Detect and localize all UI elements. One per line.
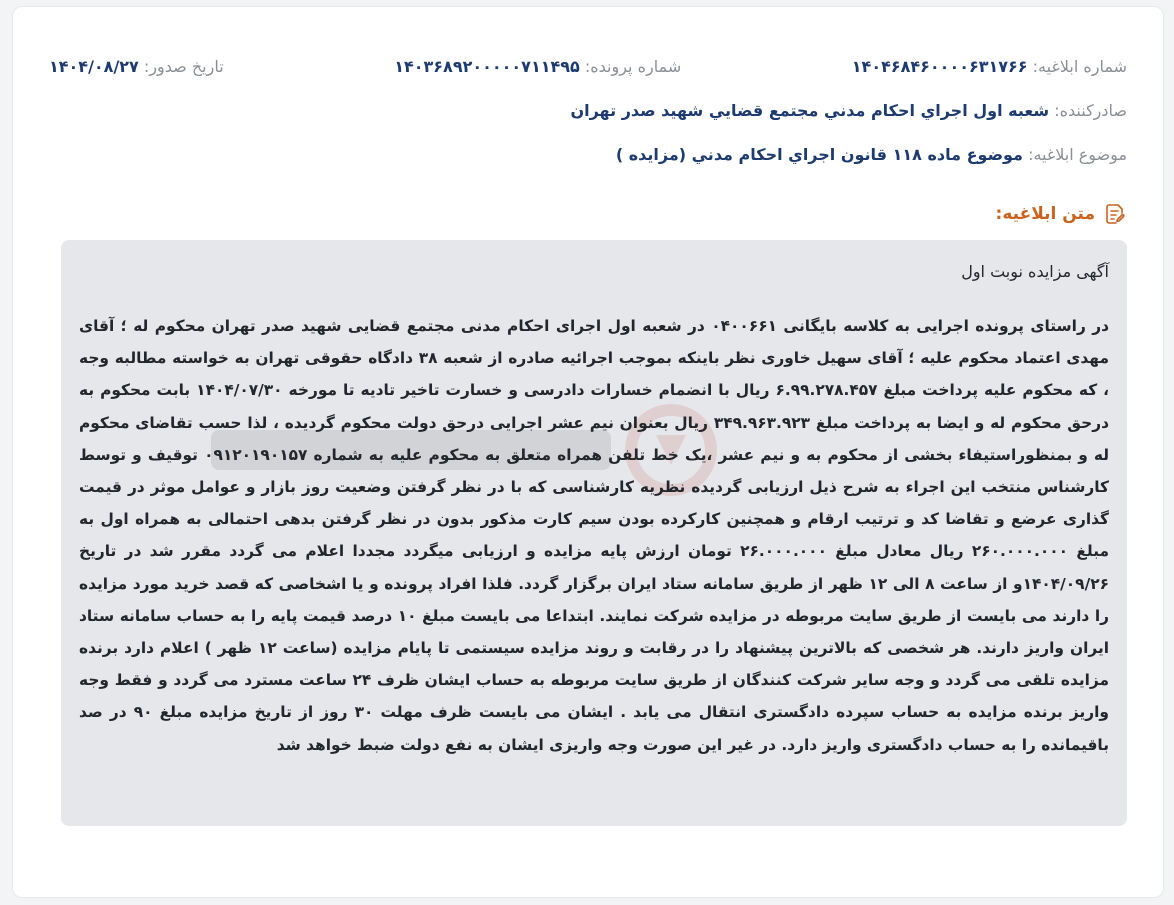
case-number xyxy=(394,57,681,76)
case-number-value: ۱۴۰۳۶۸۹۲۰۰۰۰۰۷۱۱۴۹۵ xyxy=(394,57,580,76)
notice-number xyxy=(852,57,1127,76)
issue-date-label: تاريخ صدور: xyxy=(143,57,224,76)
subject-row xyxy=(49,145,1127,164)
section-title-text: متن ابلاغيه: xyxy=(995,204,1095,224)
notice-card xyxy=(12,6,1164,898)
notice-number-label: شماره ابلاغيه: xyxy=(1032,57,1127,76)
issuer-row xyxy=(49,101,1127,120)
document-edit-icon xyxy=(1103,202,1127,226)
issuer-label: صادرکننده: xyxy=(1054,101,1127,120)
announcement-box xyxy=(61,240,1127,826)
subject-value: موضوع ماده ۱۱۸ قانون اجراي احکام مدني (مزايده ) xyxy=(615,145,1023,164)
notice-number-value: ۱۴۰۴۶۸۴۶۰۰۰۰۶۳۱۷۶۶ xyxy=(851,57,1028,76)
subject-label: موضوع ابلاغيه: xyxy=(1028,145,1127,164)
announcement-title: آگهی مزایده نوبت اول xyxy=(961,262,1109,281)
issue-date xyxy=(49,57,224,76)
section-heading xyxy=(996,202,1127,226)
issue-date-value: ۱۴۰۴/۰۸/۲۷ xyxy=(49,57,139,76)
announcement-body: در راستای پرونده اجرایی به کلاسه بایگانی ۰۴۰۰۶۶۱ در شعبه اول اجرای احکام مدنی مجتمع قضایی شهید صدر تهران محکوم له ؛ آقای مهدی اعتماد محکوم علیه ؛ آقای سهیل خاوری نظر باینکه بموجب اجرائیه صادره از شعبه ۳۸ دادگاه حقوقی تهران به خواسته مطالبه وجه ، که محکوم علیه پرداخت مبلغ ۶.۹۹.۲۷۸.۴۵۷ ریال با انضمام خسارات دادرسی و خسارت تاخیر تادیه تا مورخه ۱۴۰۴/۰۷/۳۰ بابت محکوم به درحق محکوم له و ایضا به پرداخت مبلغ ۳۴۹.۹۶۳.۹۲۳ ریال بعنوان نیم عشر اجرایی درحق دولت محکوم گردیده ، لذا حسب تقاضای محکوم له و بمنظوراستیفاء بخشی از محکوم به و نیم عشر ،یک خط تلفن همراه متعلق به محکوم علیه به شماره ۰۹۱۲۰۱۹۰۱۵۷ توقیف و توسط کارشناس منتخب این اجراء به شرح ذیل ارزیابی گردیده نظریه کارشناسی که با در نظر گرفتن وضعیت روز بازار و عوامل موثر در قیمت گذاری عرضع و تقاضا کد و ترتیب ارقام و همچنین کارکرده بودن سیم کارت مذکور بدون در نظر گرفتن بدهی احتمالی به همراه اول به مبلغ ۲۶۰.۰۰۰.۰۰۰ ریال معادل مبلغ ۲۶.۰۰۰.۰۰۰ تومان ارزش پایه مزایده و ارزیابی میگردد مجددا اعلام می گردد مقرر شد در تاریخ ۱۴۰۴/۰۹/۲۶و از ساعت ۸ الی ۱۲ ظهر از طریق سامانه ستاد ایران برگزار گردد. فلذا افراد پرونده و یا اشخاصی که قصد خرید مورد مزایده را دارند می بایست از طریق سایت مربوطه در مزایده شرکت نمایند. ابتداعا می بایست مبلغ ۱۰ درصد قیمت پایه را به حساب سامانه ستاد ایران واریز دارند. هر شخصی که بالاترین پیشنهاد را در رقابت و روند مزایده سیستمی تا پایام مزایده (ساعت ۱۲ ظهر ) اعلام دارد برنده مزایده تلقی می گردد و وجه سایر شرکت کنندگان از طریق سایت مربوطه به حساب ایشان ظرف ۲۴ ساعت مسترد می گردد و فقط وجه واریز برنده مزایده به حساب سپرده دادگستری انتقال می یابد . ایشان می بایست ظرف مهلت ۳۰ روز از تاریخ مزایده مبلغ ۹۰ در صد باقیمانده را به حساب دادگستری واریز دارد. در غیر این صورت وجه واریزی ایشان به نفع دولت ضبط خواهد شد xyxy=(79,317,1110,754)
issuer-value: شعبه اول اجراي احکام مدني مجتمع قضايي شهيد صدر تهران xyxy=(570,101,1050,120)
notice-meta-row xyxy=(49,57,1127,76)
case-number-label: شماره پرونده: xyxy=(584,57,682,76)
